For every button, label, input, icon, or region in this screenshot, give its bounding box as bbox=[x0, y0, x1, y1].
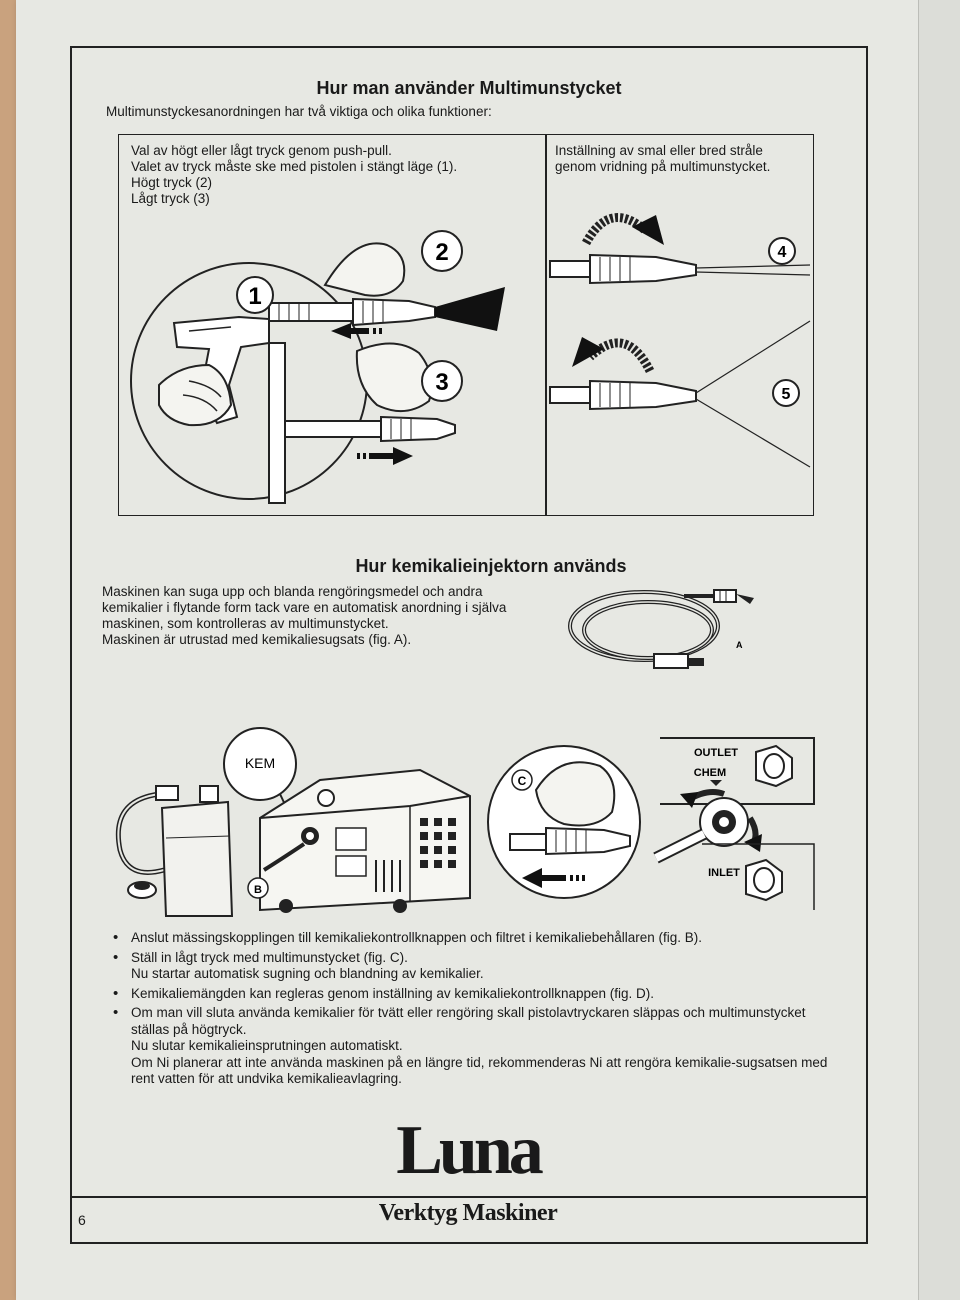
list-item: • Om man vill sluta använda kemikalier för tvätt eller rengöring skall pistolavtryckaren släppas och multimunstycket ställas på högtryck. Nu slutar kemikalieinsprutningen automatiskt. Om Ni planerar att inte använda maskinen på en längre tid, rekommenderas Ni att rengöra kemikalie-sugsatsen med rent vatten för att undvika kemikalieavlagring. bbox=[112, 1005, 832, 1088]
manual-page bbox=[16, 0, 920, 1300]
inlet-label: INLET bbox=[708, 867, 740, 879]
adjacent-page-edge bbox=[918, 0, 960, 1300]
svg-text:3: 3 bbox=[435, 369, 449, 396]
list-item: • Anslut mässingskopplingen till kemikaliekontrollknappen och filtret i kemikaliebehållaren (fig. B). bbox=[112, 930, 832, 947]
fig-a-hose-illustration bbox=[564, 578, 774, 688]
section2-title: Hur kemikalieinjektorn används bbox=[355, 556, 627, 576]
svg-text:5: 5 bbox=[781, 386, 791, 403]
section2-paragraph: Maskinen kan suga upp och blanda rengöringsmedel och andra kemikalier i flytande form tack vare en automatisk anordning i själva maskinen, som kontrolleras av multimunstycket. Maskinen är utrustad med kemikaliesugsats (fig. A). bbox=[102, 584, 507, 647]
fig-b-machine-illustration bbox=[100, 720, 480, 920]
list-item: • Kemikaliemängden kan regleras genom inställning av kemikaliekontrollknappen (fig. D). bbox=[112, 986, 832, 1003]
svg-text:2: 2 bbox=[435, 239, 449, 266]
outlet-label: OUTLET bbox=[694, 747, 738, 759]
spray-pattern-illustration bbox=[546, 135, 814, 515]
page-number: 6 bbox=[78, 1212, 86, 1228]
fig-c-nozzle-illustration bbox=[480, 738, 650, 908]
svg-text:4: 4 bbox=[777, 244, 787, 261]
spray-instructions: Inställning av smal eller bred stråle genom vridning på multimunstycket. bbox=[555, 143, 771, 174]
fig-d-panel-illustration bbox=[652, 734, 814, 910]
footer-rule bbox=[70, 1196, 868, 1198]
section1-intro: Multimunstyckesanordningen har två viktiga och olika funktioner: bbox=[106, 104, 492, 119]
section1-title: Hur man använder Multimunstycket bbox=[316, 78, 622, 98]
nozzle-figure-box bbox=[118, 134, 814, 516]
brand-logo: Luna bbox=[396, 1112, 540, 1189]
pressure-instructions: Val av högt eller lågt tryck genom push-pull. Valet av tryck måste ske med pistolen i stängt läge (1). Högt tryck (2) Lågt tryck (3) bbox=[131, 143, 458, 206]
push-pull-illustration bbox=[119, 135, 545, 515]
fig-a-label: A bbox=[736, 640, 743, 650]
kem-label: KEM bbox=[244, 755, 276, 771]
svg-text:B: B bbox=[254, 884, 262, 896]
list-item: • Ställ in lågt tryck med multimunstycket (fig. C). Nu startar automatisk sugning och blandning av kemikalier. bbox=[112, 950, 832, 983]
brand-subtitle: Verktyg Maskiner bbox=[378, 1200, 558, 1226]
svg-text:1: 1 bbox=[248, 283, 262, 310]
instruction-list bbox=[112, 930, 832, 1091]
svg-text:C: C bbox=[517, 774, 527, 788]
chem-label: CHEM bbox=[693, 767, 727, 779]
